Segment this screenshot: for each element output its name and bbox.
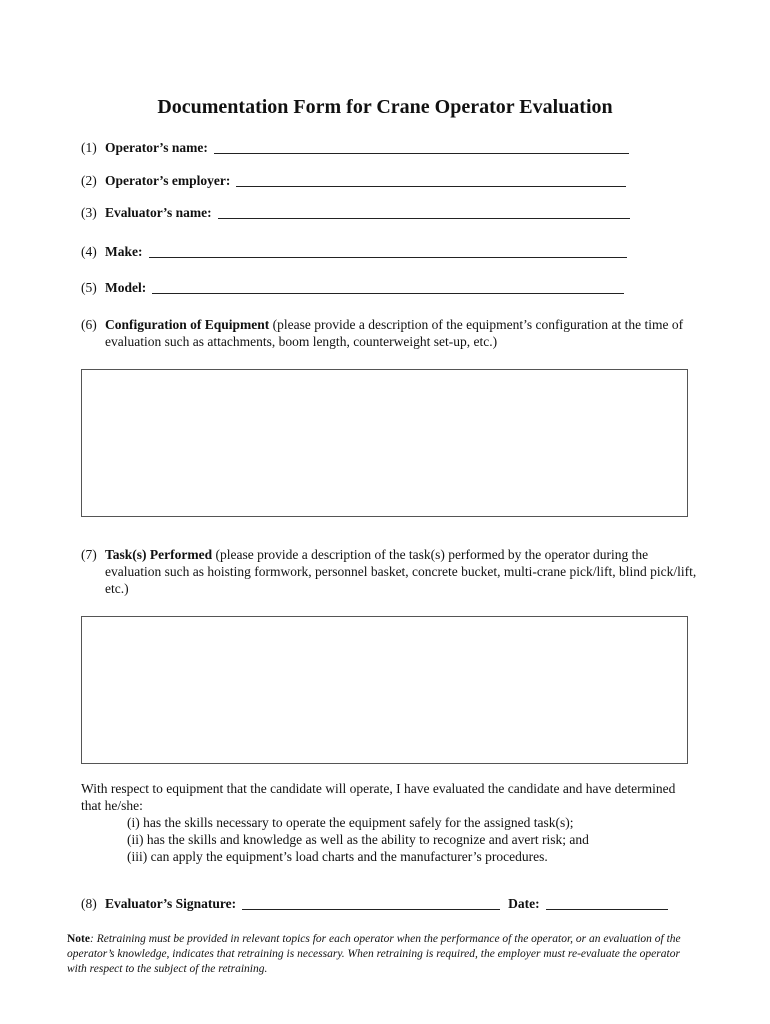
section-number: (7) xyxy=(81,547,97,562)
operator-name-label: Operator’s name: xyxy=(105,140,208,155)
field-number: (4) xyxy=(81,244,97,259)
configuration-instructions: (please provide a description of the equipment’s configuration at the time of evaluation such as attachments, boom length, counterweight set-up, etc.) xyxy=(105,317,684,349)
signature-row xyxy=(81,892,668,912)
section-number: (6) xyxy=(81,317,97,332)
operator-employer-row xyxy=(81,169,626,189)
tasks-textbox[interactable] xyxy=(81,616,688,764)
model-field[interactable] xyxy=(152,279,624,294)
tasks-section xyxy=(81,546,705,597)
evaluator-name-label: Evaluator’s name: xyxy=(105,205,212,220)
make-field[interactable] xyxy=(149,243,627,258)
tasks-instructions: (please provide a description of the task(s) performed by the operator during the evaluation such as hoisting formwork, personnel basket, concrete bucket, multi-crane pick/lift, blind pick/lift, etc.) xyxy=(105,547,697,596)
statement-item: (ii) has the skills and knowledge as well as the ability to recognize and avert risk; and xyxy=(127,832,589,847)
note-text: : Retraining must be provided in relevant topics for each operator when the performance of the operator, or an evaluation of the operator’s knowledge, indicates that retraining is necessary. When retraining is required, the employer must re-evaluate the operator with respect to the subject of the retraining. xyxy=(67,933,681,975)
make-row xyxy=(81,240,627,260)
date-label: Date: xyxy=(508,896,540,911)
evaluator-name-field[interactable] xyxy=(218,204,630,219)
retraining-note xyxy=(67,932,697,977)
field-number: (1) xyxy=(81,140,97,155)
operator-employer-field[interactable] xyxy=(236,172,626,187)
signature-label: Evaluator’s Signature: xyxy=(105,896,237,911)
operator-name-field[interactable] xyxy=(214,139,629,154)
field-number: (2) xyxy=(81,173,97,188)
configuration-heading: Configuration of Equipment xyxy=(105,317,270,332)
field-number: (8) xyxy=(81,896,97,911)
configuration-textbox[interactable] xyxy=(81,369,688,517)
date-field[interactable] xyxy=(546,895,668,910)
note-label: Note xyxy=(67,933,90,945)
statement-intro: With respect to equipment that the candidate will operate, I have evaluated the candidate and have determined that he/she: xyxy=(81,781,676,813)
statement-item: (i) has the skills necessary to operate the equipment safely for the assigned task(s); xyxy=(127,815,574,830)
evaluation-statement xyxy=(81,780,681,865)
statement-item: (iii) can apply the equipment’s load charts and the manufacturer’s procedures. xyxy=(127,849,548,864)
configuration-section xyxy=(81,316,705,350)
operator-employer-label: Operator’s employer: xyxy=(105,173,231,188)
model-label: Model: xyxy=(105,280,147,295)
operator-name-row xyxy=(81,136,629,156)
evaluator-name-row xyxy=(81,201,630,221)
form-title: Documentation Form for Crane Operator Evaluation xyxy=(157,96,613,118)
field-number: (5) xyxy=(81,280,97,295)
make-label: Make: xyxy=(105,244,143,259)
tasks-heading: Task(s) Performed xyxy=(105,547,213,562)
field-number: (3) xyxy=(81,205,97,220)
model-row xyxy=(81,276,624,296)
signature-field[interactable] xyxy=(242,895,500,910)
